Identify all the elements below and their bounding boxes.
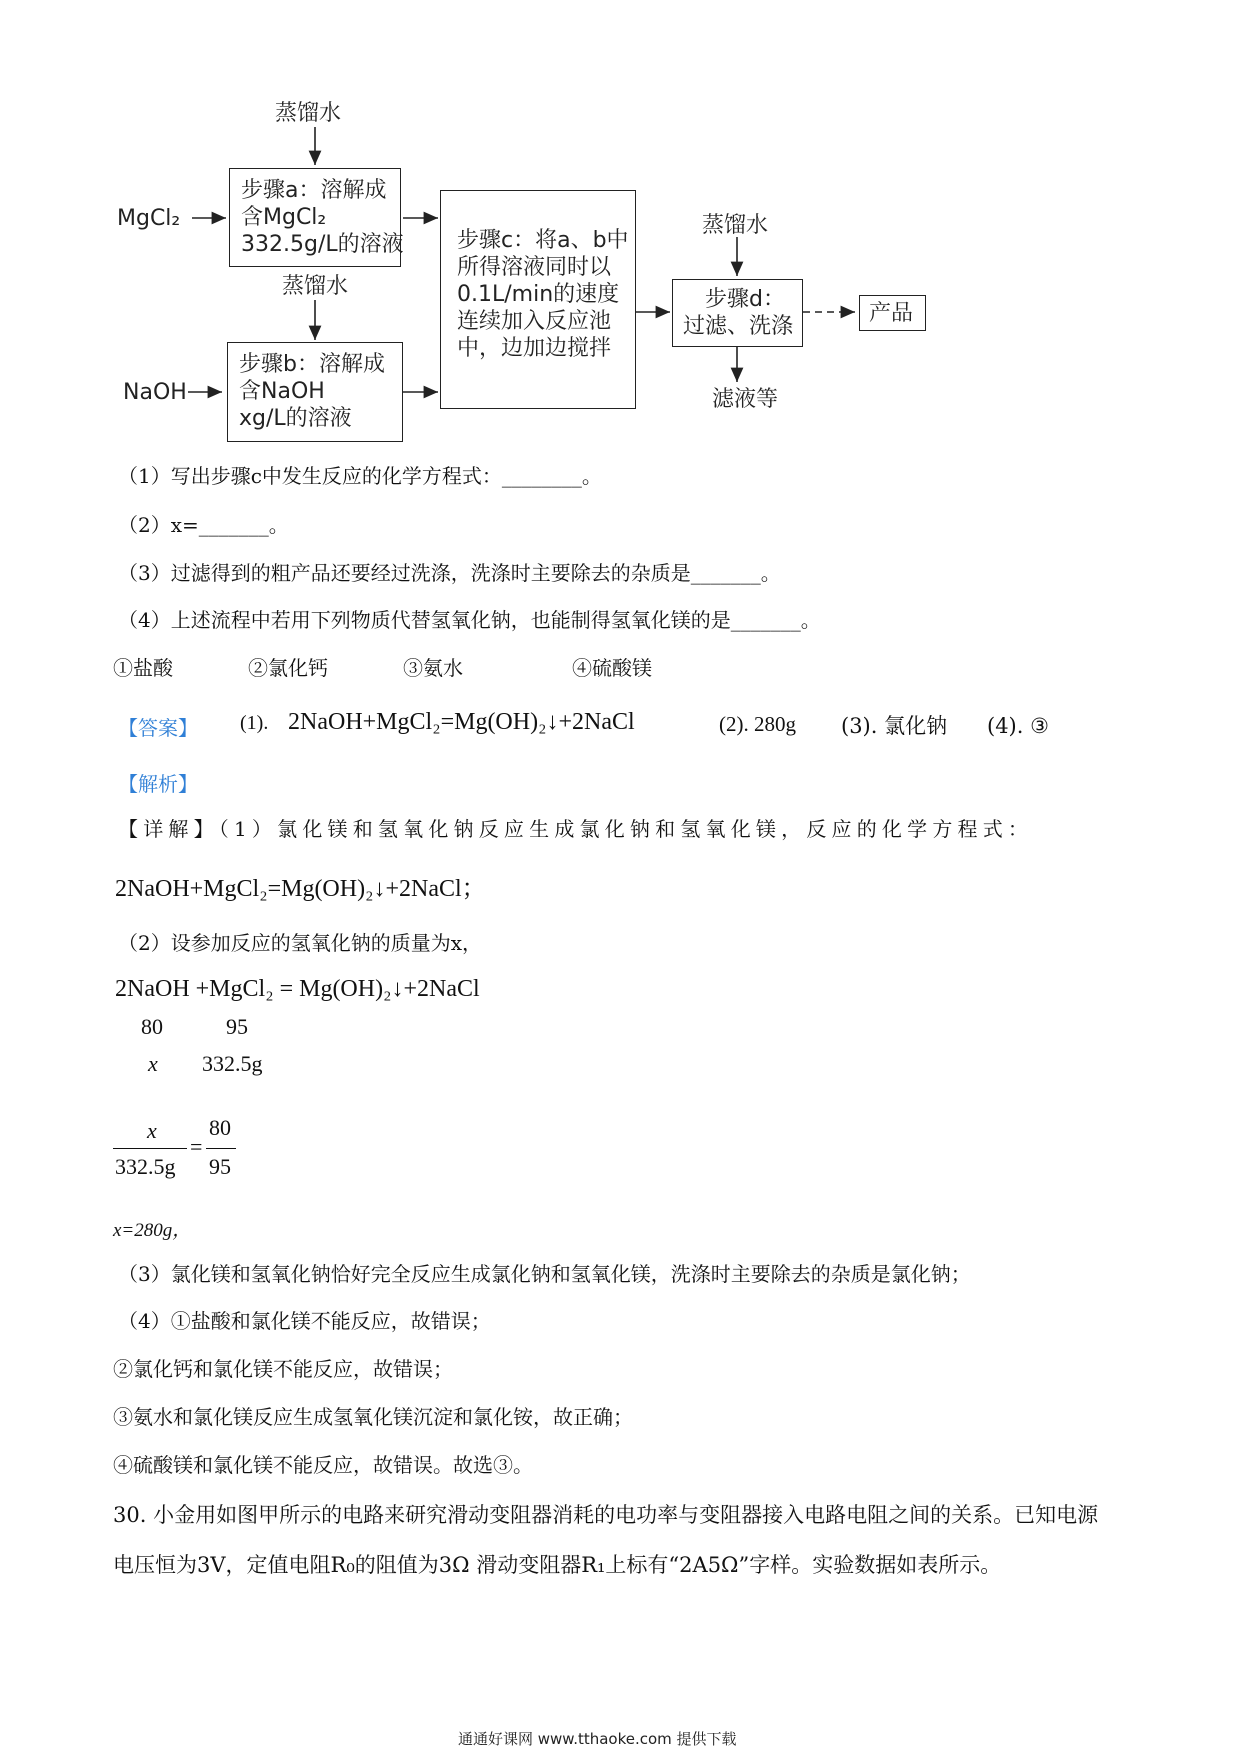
analysis-result: x=280g， bbox=[113, 1220, 192, 1241]
question-1: （1）写出步骤c中发生反应的化学方程式：________。 bbox=[118, 464, 602, 488]
analysis-tag: 【解析】 bbox=[118, 772, 198, 796]
step-c-line: 步骤c：将a、b中 bbox=[457, 228, 629, 253]
analysis-question-4-line: ②氯化钙和氯化镁不能反应，故错误； bbox=[113, 1357, 453, 1381]
fraction-right-denominator: 95 bbox=[209, 1154, 231, 1179]
question-2: （2）x=_______。 bbox=[118, 513, 289, 537]
footer-text: 通通好课网 www.tthaoke.com 提供下载 bbox=[458, 1730, 737, 1748]
step-a-line: 含MgCl₂ bbox=[241, 205, 327, 230]
ratio-80: 80 bbox=[141, 1014, 163, 1039]
ratio-95: 95 bbox=[226, 1014, 248, 1039]
option-1: ①盐酸 bbox=[113, 656, 173, 680]
question-4: （4）上述流程中若用下列物质代替氢氧化钠，也能制得氢氧化镁的是_______。 bbox=[118, 608, 821, 632]
product-box bbox=[859, 295, 926, 331]
answer-part2: (2). 280g bbox=[719, 712, 796, 736]
option-3: ③氨水 bbox=[403, 656, 463, 680]
analysis-question-4-line: ③氨水和氯化镁反应生成氢氧化镁沉淀和氯化铵，故正确； bbox=[113, 1405, 633, 1429]
step-a-line: 332.5g/L的溶液 bbox=[241, 232, 404, 257]
ratio-332: 332.5g bbox=[202, 1051, 263, 1076]
naoh-input-label: NaOH bbox=[123, 380, 187, 405]
fraction-left-numerator: x bbox=[147, 1118, 157, 1143]
step-d-line: 步骤d： bbox=[705, 287, 785, 312]
answer-tag: 【答案】 bbox=[118, 716, 198, 740]
distilled-water-label-a: 蒸馏水 bbox=[275, 101, 342, 126]
fraction-left-bar bbox=[113, 1148, 187, 1149]
fraction-right-numerator: 80 bbox=[209, 1115, 231, 1140]
analysis-question-4-line: （4）①盐酸和氯化镁不能反应，故错误； bbox=[118, 1309, 491, 1333]
fraction-right-bar bbox=[206, 1148, 236, 1149]
analysis-question-2: （2）设参加反应的氢氧化钠的质量为x， bbox=[118, 931, 483, 955]
fraction-left-denominator: 332.5g bbox=[115, 1154, 176, 1179]
option-2: ②氯化钙 bbox=[248, 656, 328, 680]
analysis-detail-line: 【详解】（1）氯化镁和氢氧化钠反应生成氯化钠和氢氧化镁，反应的化学方程式： bbox=[118, 817, 1034, 841]
answer-part1-label: (1). bbox=[240, 712, 269, 734]
step-b-line: xg/L的溶液 bbox=[239, 406, 352, 431]
answer-part4: (4). ③ bbox=[987, 714, 1049, 738]
analysis-question-3: （3）氯化镁和氢氧化钠恰好完全反应生成氯化钠和氢氧化镁，洗涤时主要除去的杂质是氯化钠； bbox=[118, 1262, 971, 1286]
option-4: ④硫酸镁 bbox=[572, 656, 652, 680]
step-a-line: 步骤a：溶解成 bbox=[241, 178, 387, 203]
step-b-line: 步骤b：溶解成 bbox=[239, 352, 385, 377]
answer-part3: (3). 氯化钠 bbox=[841, 714, 948, 738]
mgcl2-input-label: MgCl₂ bbox=[117, 206, 181, 231]
product-label: 产品 bbox=[869, 301, 914, 326]
step-c-line: 连续加入反应池 bbox=[457, 309, 612, 334]
step-b-box bbox=[227, 342, 403, 442]
fraction-equals: = bbox=[190, 1134, 203, 1159]
ratio-x: x bbox=[148, 1051, 158, 1076]
step-b-line: 含NaOH bbox=[239, 379, 325, 404]
question-30-line-1: 30. 小金用如图甲所示的电路来研究滑动变阻器消耗的电功率与变阻器接入电路电阻之间的关系。已知电源 bbox=[113, 1503, 1099, 1527]
step-d-box bbox=[672, 279, 803, 347]
filtrate-label: 滤液等 bbox=[712, 387, 779, 412]
step-a-box bbox=[229, 168, 404, 267]
step-c-line: 中，边加边搅拌 bbox=[457, 336, 612, 361]
answer-equation: 2NaOH+MgCl₂=Mg(OH)₂↓+2NaCl bbox=[288, 709, 635, 735]
analysis-equation-1: 2NaOH+MgCl₂=Mg(OH)₂↓+2NaCl； bbox=[115, 876, 486, 902]
question-30-line-2: 电压恒为3V，定值电阻R₀的阻值为3Ω 滑动变阻器R₁上标有“2A5Ω”字样。实验数据如表所示。 bbox=[113, 1553, 1002, 1577]
distilled-water-label-d: 蒸馏水 bbox=[702, 213, 769, 238]
step-c-line: 0.1L/min的速度 bbox=[457, 282, 620, 307]
step-d-line: 过滤、洗涤 bbox=[683, 314, 794, 339]
question-3: （3）过滤得到的粗产品还要经过洗涤，洗涤时主要除去的杂质是_______。 bbox=[118, 561, 781, 585]
distilled-water-label-b: 蒸馏水 bbox=[282, 274, 349, 299]
step-c-line: 所得溶液同时以 bbox=[457, 255, 612, 280]
analysis-question-4-line: ④硫酸镁和氯化镁不能反应，故错误。故选③。 bbox=[113, 1453, 533, 1477]
analysis-equation-2: 2NaOH +MgCl₂ = Mg(OH)₂↓+2NaCl bbox=[115, 976, 480, 1002]
step-c-box bbox=[440, 190, 636, 409]
